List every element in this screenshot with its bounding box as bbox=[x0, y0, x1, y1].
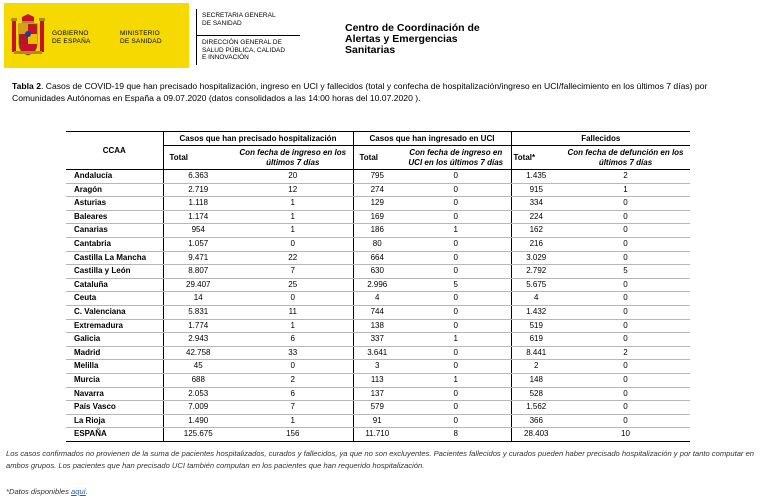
value-cell: 20 bbox=[233, 170, 353, 184]
value-cell: 148 bbox=[511, 373, 561, 387]
table-row bbox=[66, 210, 690, 224]
value-cell: 129 bbox=[353, 197, 401, 211]
secretaria-divider bbox=[197, 35, 300, 36]
coat-of-arms-icon bbox=[11, 14, 45, 59]
table-row bbox=[66, 387, 690, 401]
ccaa-cell: Castilla y León bbox=[66, 265, 163, 279]
ministerio-label: MINISTERIO DE SANIDAD bbox=[120, 30, 162, 45]
value-cell: 1.118 bbox=[163, 197, 233, 211]
caption-text: . Casos de COVID-19 que han precisado hospitalización, ingreso en UCI y fallecidos (total y confecha de hospitalización/ingreso en UCI/fallecimiento en los últimos 7 días) por Comunidades Autónomas en España a 09.07.2020 (datos consolidados a las 14:00 horas del 10.07.2020 ). bbox=[12, 81, 708, 103]
value-cell: 8 bbox=[401, 428, 511, 442]
value-cell: 5.675 bbox=[511, 278, 561, 292]
table-row bbox=[66, 183, 690, 197]
ccaa-cell: Asturias bbox=[66, 197, 163, 211]
uci-total-header: Total bbox=[353, 146, 401, 170]
value-cell: 795 bbox=[353, 170, 401, 184]
value-cell: 1 bbox=[233, 319, 353, 333]
value-cell: 9.471 bbox=[163, 251, 233, 265]
value-cell: 14 bbox=[163, 292, 233, 306]
value-cell: 125.675 bbox=[163, 428, 233, 442]
ccaa-cell: ESPAÑA bbox=[66, 428, 163, 442]
value-cell: 162 bbox=[511, 224, 561, 238]
ccaa-cell: Murcia bbox=[66, 373, 163, 387]
value-cell: 0 bbox=[561, 210, 690, 224]
ccaa-cell: La Rioja bbox=[66, 414, 163, 428]
government-logo-block bbox=[4, 3, 189, 68]
table-row bbox=[66, 237, 690, 251]
value-cell: 1 bbox=[401, 373, 511, 387]
value-cell: 1.174 bbox=[163, 210, 233, 224]
value-cell: 0 bbox=[561, 401, 690, 415]
value-cell: 137 bbox=[353, 387, 401, 401]
value-cell: 2.719 bbox=[163, 183, 233, 197]
group-hosp-header: Casos que han precisado hospitalización bbox=[163, 132, 353, 146]
value-cell: 0 bbox=[401, 360, 511, 374]
value-cell: 0 bbox=[401, 237, 511, 251]
fall-7d-header: Con fecha de defunción en los últimos 7 días bbox=[561, 146, 690, 170]
ccaa-cell: País Vasco bbox=[66, 401, 163, 415]
table-row bbox=[66, 292, 690, 306]
ccaa-cell: Extremadura bbox=[66, 319, 163, 333]
table-row bbox=[66, 305, 690, 319]
table-row bbox=[66, 360, 690, 374]
value-cell: 744 bbox=[353, 305, 401, 319]
value-cell: 0 bbox=[233, 292, 353, 306]
value-cell: 1.490 bbox=[163, 414, 233, 428]
value-cell: 91 bbox=[353, 414, 401, 428]
data-link[interactable]: aquí bbox=[71, 487, 86, 496]
value-cell: 0 bbox=[561, 197, 690, 211]
value-cell: 11 bbox=[233, 305, 353, 319]
value-cell: 0 bbox=[561, 224, 690, 238]
value-cell: 5 bbox=[561, 265, 690, 279]
value-cell: 45 bbox=[163, 360, 233, 374]
value-cell: 2.943 bbox=[163, 333, 233, 347]
value-cell: 12 bbox=[233, 183, 353, 197]
value-cell: 1.774 bbox=[163, 319, 233, 333]
ccaa-cell: Cantabria bbox=[66, 237, 163, 251]
value-cell: 954 bbox=[163, 224, 233, 238]
value-cell: 113 bbox=[353, 373, 401, 387]
page-header bbox=[0, 0, 766, 70]
value-cell: 0 bbox=[401, 292, 511, 306]
value-cell: 0 bbox=[401, 414, 511, 428]
ccaa-cell: Navarra bbox=[66, 387, 163, 401]
value-cell: 11.710 bbox=[353, 428, 401, 442]
value-cell: 0 bbox=[401, 401, 511, 415]
caption-label: Tabla 2 bbox=[12, 81, 41, 91]
value-cell: 915 bbox=[511, 183, 561, 197]
value-cell: 2.792 bbox=[511, 265, 561, 279]
ccaa-cell: Canarias bbox=[66, 224, 163, 238]
table-row bbox=[66, 224, 690, 238]
value-cell: 0 bbox=[233, 360, 353, 374]
value-cell: 688 bbox=[163, 373, 233, 387]
value-cell: 186 bbox=[353, 224, 401, 238]
group-fall-header: Fallecidos bbox=[511, 132, 690, 146]
value-cell: 0 bbox=[401, 197, 511, 211]
group-uci-header: Casos que han ingresado en UCI bbox=[353, 132, 511, 146]
value-cell: 169 bbox=[353, 210, 401, 224]
value-cell: 1 bbox=[561, 183, 690, 197]
group-header-row bbox=[66, 132, 690, 146]
table-row bbox=[66, 197, 690, 211]
value-cell: 0 bbox=[561, 387, 690, 401]
table-body bbox=[66, 170, 690, 442]
value-cell: 1.432 bbox=[511, 305, 561, 319]
table-row bbox=[66, 278, 690, 292]
value-cell: 216 bbox=[511, 237, 561, 251]
table-row bbox=[66, 265, 690, 279]
table-row bbox=[66, 170, 690, 184]
value-cell: 2.996 bbox=[353, 278, 401, 292]
value-cell: 528 bbox=[511, 387, 561, 401]
value-cell: 2 bbox=[561, 170, 690, 184]
table-row bbox=[66, 346, 690, 360]
value-cell: 3.029 bbox=[511, 251, 561, 265]
value-cell: 0 bbox=[561, 305, 690, 319]
value-cell: 0 bbox=[401, 251, 511, 265]
table-row bbox=[66, 251, 690, 265]
ccaa-cell: Aragón bbox=[66, 183, 163, 197]
table-row bbox=[66, 319, 690, 333]
value-cell: 1 bbox=[233, 197, 353, 211]
value-cell: 5 bbox=[401, 278, 511, 292]
centro-title: Centro de Coordinación de Alertas y Emergencias Sanitarias bbox=[345, 22, 480, 56]
value-cell: 42.758 bbox=[163, 346, 233, 360]
table-row bbox=[66, 333, 690, 347]
value-cell: 337 bbox=[353, 333, 401, 347]
value-cell: 0 bbox=[401, 183, 511, 197]
value-cell: 1 bbox=[233, 224, 353, 238]
value-cell: 138 bbox=[353, 319, 401, 333]
value-cell: 0 bbox=[561, 237, 690, 251]
secretaria-box bbox=[196, 9, 299, 65]
value-cell: 1 bbox=[401, 224, 511, 238]
value-cell: 6 bbox=[233, 387, 353, 401]
direccion-label: DIRECCIÓN GENERAL DE SALUD PÚBLICA, CALIDAD E INNOVACIÓN bbox=[202, 39, 286, 61]
value-cell: 1 bbox=[401, 333, 511, 347]
ccaa-cell: Galicia bbox=[66, 333, 163, 347]
table-row bbox=[66, 401, 690, 415]
ccaa-header: CCAA bbox=[66, 132, 163, 170]
value-cell: 0 bbox=[561, 292, 690, 306]
value-cell: 25 bbox=[233, 278, 353, 292]
data-table-wrapper bbox=[66, 131, 690, 442]
ccaa-cell: Melilla bbox=[66, 360, 163, 374]
table-caption bbox=[12, 80, 757, 104]
value-cell: 224 bbox=[511, 210, 561, 224]
value-cell: 0 bbox=[561, 251, 690, 265]
value-cell: 274 bbox=[353, 183, 401, 197]
value-cell: 8.441 bbox=[511, 346, 561, 360]
value-cell: 0 bbox=[561, 373, 690, 387]
value-cell: 8.807 bbox=[163, 265, 233, 279]
ccaa-cell: Castilla La Mancha bbox=[66, 251, 163, 265]
value-cell: 2 bbox=[233, 373, 353, 387]
value-cell: 1.562 bbox=[511, 401, 561, 415]
value-cell: 2 bbox=[561, 346, 690, 360]
table-row bbox=[66, 414, 690, 428]
uci-7d-header: Con fecha de ingreso en UCI en los últimos 7 días bbox=[401, 146, 511, 170]
value-cell: 4 bbox=[511, 292, 561, 306]
footer-prefix: *Datos disponibles bbox=[6, 487, 72, 496]
value-cell: 630 bbox=[353, 265, 401, 279]
hosp-7d-header: Con fecha de ingreso en los últimos 7 días bbox=[233, 146, 353, 170]
value-cell: 366 bbox=[511, 414, 561, 428]
ccaa-cell: Cataluña bbox=[66, 278, 163, 292]
value-cell: 0 bbox=[561, 278, 690, 292]
footer-suffix: . bbox=[85, 487, 88, 496]
value-cell: 22 bbox=[233, 251, 353, 265]
value-cell: 5.831 bbox=[163, 305, 233, 319]
value-cell: 80 bbox=[353, 237, 401, 251]
value-cell: 28.403 bbox=[511, 428, 561, 442]
ccaa-cell: Andalucía bbox=[66, 170, 163, 184]
table-row bbox=[66, 373, 690, 387]
value-cell: 0 bbox=[401, 170, 511, 184]
value-cell: 1.435 bbox=[511, 170, 561, 184]
value-cell: 0 bbox=[561, 319, 690, 333]
value-cell: 0 bbox=[233, 237, 353, 251]
footer-note bbox=[6, 487, 88, 496]
value-cell: 4 bbox=[353, 292, 401, 306]
value-cell: 29.407 bbox=[163, 278, 233, 292]
value-cell: 10 bbox=[561, 428, 690, 442]
value-cell: 0 bbox=[401, 319, 511, 333]
value-cell: 7 bbox=[233, 265, 353, 279]
value-cell: 1 bbox=[233, 210, 353, 224]
value-cell: 0 bbox=[401, 265, 511, 279]
value-cell: 6.363 bbox=[163, 170, 233, 184]
value-cell: 3.641 bbox=[353, 346, 401, 360]
value-cell: 519 bbox=[511, 319, 561, 333]
ccaa-cell: Baleares bbox=[66, 210, 163, 224]
data-table bbox=[66, 131, 690, 442]
value-cell: 1 bbox=[233, 414, 353, 428]
value-cell: 0 bbox=[561, 360, 690, 374]
value-cell: 156 bbox=[233, 428, 353, 442]
value-cell: 7.009 bbox=[163, 401, 233, 415]
hosp-total-header: Total bbox=[163, 146, 233, 170]
value-cell: 0 bbox=[401, 387, 511, 401]
value-cell: 0 bbox=[401, 210, 511, 224]
value-cell: 0 bbox=[401, 305, 511, 319]
value-cell: 2 bbox=[511, 360, 561, 374]
gobierno-label: GOBIERNO DE ESPAÑA bbox=[52, 30, 91, 45]
ccaa-cell: Ceuta bbox=[66, 292, 163, 306]
total-row bbox=[66, 428, 690, 442]
fall-total-header: Total* bbox=[511, 146, 561, 170]
notes-text: Los casos confirmados no provienen de la suma de pacientes hospitalizados, curados y fallecidos, ya que no son excluyentes. Pacientes fallecidos y curados pueden haber precisado hospitalización y por tanto computar en ambos grupos. Los pacientes que han precisado UCI también computan en los pacientes que han requerido hospitalización. bbox=[6, 449, 755, 470]
value-cell: 33 bbox=[233, 346, 353, 360]
secretaria-label: SECRETARIA GENERAL DE SANIDAD bbox=[202, 12, 276, 27]
value-cell: 7 bbox=[233, 401, 353, 415]
value-cell: 664 bbox=[353, 251, 401, 265]
value-cell: 0 bbox=[401, 346, 511, 360]
ccaa-cell: Madrid bbox=[66, 346, 163, 360]
value-cell: 6 bbox=[233, 333, 353, 347]
value-cell: 1.057 bbox=[163, 237, 233, 251]
value-cell: 334 bbox=[511, 197, 561, 211]
value-cell: 2.053 bbox=[163, 387, 233, 401]
value-cell: 619 bbox=[511, 333, 561, 347]
value-cell: 0 bbox=[561, 333, 690, 347]
value-cell: 0 bbox=[561, 414, 690, 428]
value-cell: 579 bbox=[353, 401, 401, 415]
ccaa-cell: C. Valenciana bbox=[66, 305, 163, 319]
value-cell: 3 bbox=[353, 360, 401, 374]
